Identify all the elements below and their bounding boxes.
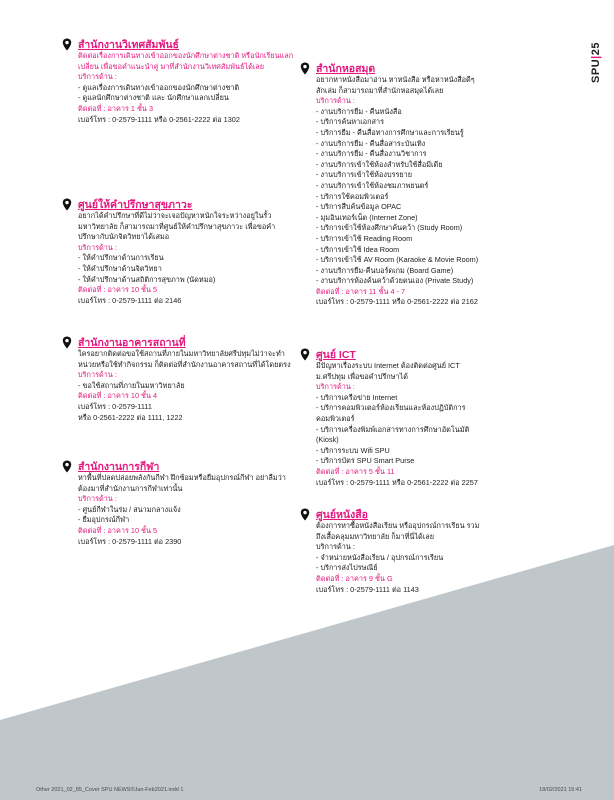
list-item: - บริการเครื่องพิมพ์เอกสารทางการศึกษาอัตโนมัติ (Kiosk) bbox=[316, 424, 470, 445]
map-pin-icon bbox=[62, 336, 72, 349]
location-text: ติดต่อที่ : อาคาร 11 ชั้น 4 - 7 bbox=[316, 286, 406, 296]
list-item: - งานบริการเข้าใช้ห้องชมภาพยนตร์ bbox=[316, 180, 429, 190]
map-pin-icon bbox=[300, 348, 310, 361]
location-text: ติดต่อที่ : อาคาร 10 ชั้น 4 bbox=[78, 391, 158, 401]
section-library bbox=[300, 62, 480, 308]
location-text: ติดต่อที่ : อาคาร 10 ชั้น 5 bbox=[78, 285, 158, 295]
list-item: - งานบริการยืม-คืนบอร์ดเกม (Board Game) bbox=[316, 265, 454, 275]
section-title: ศูนย์ ICT bbox=[316, 348, 356, 361]
phone-text: เบอร์โทร : 0-2579-1111 หรือ 0-2561-2222 ต่อ 2162 bbox=[316, 297, 478, 307]
list-item: - ดูแลนักศึกษาต่างชาติ และ นักศึกษาแลกเปลี่ยน bbox=[78, 93, 229, 103]
section-title: ศูนย์หนังสือ bbox=[316, 508, 368, 521]
services-label: บริการด้าน : bbox=[316, 382, 355, 392]
list-item: - งานบริการเข้าใช้ห้องสำหรับใช้สื่อมีเดีย bbox=[316, 159, 443, 169]
list-item: - ดูแลเรื่องการเดินทางเข้าออกของนักศึกษาต่างชาติ bbox=[78, 82, 240, 92]
list-item: - ให้คำปรึกษาด้านสถิติการสุขภาพ (นัดหมอ) bbox=[78, 274, 216, 284]
list-item: - ยืมอุปกรณ์กีฬา bbox=[78, 515, 130, 525]
list-item: - บริการเข้าใช้ห้องศึกษาค้นคว้า (Study Room) bbox=[316, 223, 463, 233]
section-description: หาพื้นที่ปลดปล่อยพลังกันกีฬา ฝึกซ้อมหรือยืมอุปกรณ์กีฬา อย่าลืมว่าต้องมาที่สำนักงานการกีฬาเท่านั้น bbox=[78, 473, 286, 493]
list-item: - บริการคอมพิวเตอร์ห้องเรียนและห้องปฏิบัติการคอมพิวเตอร์ bbox=[316, 403, 466, 423]
map-pin-icon bbox=[300, 62, 310, 75]
services-label: บริการด้าน : bbox=[78, 494, 117, 504]
section-description: ใครอยากติดต่อขอใช้สถานที่ภายในมหาวิทยาลัยศรีปทุมไม่ว่าจะทำหน่วยหรือใช้ทำกิจกรรม ก็ติดต่อที่สำนักงานอาคารสถานที่ได้โดยตรง bbox=[78, 349, 291, 369]
section-title: ศูนย์ให้คำปรึกษาสุขภาวะ bbox=[78, 198, 193, 211]
list-item: - งานบริการยืม - คืนหนังสือ bbox=[316, 106, 402, 116]
list-item: - งานบริการยืม - คืนสื่องานวิชาการ bbox=[316, 149, 427, 159]
brand-accent: | bbox=[590, 55, 602, 59]
services-list bbox=[78, 253, 294, 285]
list-item: - ศูนย์กีฬาในร่ม / สนามกลางแจ้ง bbox=[78, 504, 181, 514]
footer-timestamp: 18/02/2021 15:41 bbox=[539, 787, 582, 793]
section-facility bbox=[62, 336, 294, 423]
list-item: - บริการยืม - คืนสื่อทางการศึกษาและการเรียนรู้ bbox=[316, 127, 464, 137]
phone-text: เบอร์โทร : 0-2579-1111 ต่อ 2146 bbox=[78, 295, 182, 305]
brand-suffix: 25 bbox=[590, 42, 602, 56]
list-item: - มุมอินเทอร์เน็ต (Internet Zone) bbox=[316, 212, 418, 222]
section-description: มีปัญหาเรื่องระบบ Internet ต้องติดต่อศูนย์ ICT ม.ศรีปทุม เพื่อขอคำปรึกษาได้ bbox=[316, 361, 460, 381]
map-pin-icon bbox=[62, 38, 72, 51]
list-item: - บริการระบบ Wifi SPU bbox=[316, 445, 390, 455]
phone-text-alt: หรือ 0-2561-2222 ต่อ 1111, 1222 bbox=[78, 412, 183, 422]
section-bookstore bbox=[300, 508, 480, 595]
section-sports bbox=[62, 460, 294, 547]
phone-text: เบอร์โทร : 0-2579-1111 หรือ 0-2561-2222 ต่อ 1302 bbox=[78, 114, 240, 124]
section-title: สำนักงานการกีฬา bbox=[78, 460, 160, 473]
map-pin-icon bbox=[300, 508, 310, 521]
section-international bbox=[62, 38, 294, 125]
list-item: - จำหน่ายหนังสือเรียน / อุปกรณ์การเรียน bbox=[316, 552, 444, 562]
section-title: สำนักงานวิเทศสัมพันธ์ bbox=[78, 38, 179, 51]
list-item: - บริการเข้าใช้ Idea Room bbox=[316, 244, 400, 254]
section-description: อยากได้คำปรึกษาที่ดีไม่ว่าจะเจอปัญหาหนักใจระหว่างอยู่ในรั้วมหาวิทยาลัย ก็สามารถมาที่ศูนย์ให้คำปรึกษาสุขภาวะ เพื่อขอคำปรึกษากับนักจิตวิทยาได้เสมอ bbox=[78, 211, 276, 242]
services-label: บริการด้าน : bbox=[316, 542, 355, 552]
services-label: บริการด้าน : bbox=[78, 242, 117, 252]
section-description: ต้องการหาซื้อหนังสือเรียน หรืออุปกรณ์การเรียน รวมถึงเสื้อคลุมมหาวิทยาลัย ก็มาที่นี่ได้เลย bbox=[316, 521, 480, 541]
list-item: - บริการใช้คอมพิวเตอร์ bbox=[316, 191, 389, 201]
list-item: - บริการค้นหาเอกสาร bbox=[316, 117, 384, 127]
magazine-brand bbox=[590, 42, 602, 83]
list-item: - บริการเข้าใช้ Reading Room bbox=[316, 233, 413, 243]
services-list bbox=[78, 381, 294, 392]
services-list bbox=[316, 393, 480, 467]
location-text: ติดต่อที่ : อาคาร 5 ชั้น 11 bbox=[316, 466, 395, 476]
services-label: บริการด้าน : bbox=[78, 72, 117, 82]
list-item: - งานบริการเข้าใช้ห้องบรรยาย bbox=[316, 170, 413, 180]
map-pin-icon bbox=[62, 460, 72, 473]
list-item: - งานบริการห้องค้นคว้าด้วยตนเอง (Private Study) bbox=[316, 276, 474, 286]
list-item: - บริการเครือข่าย Internet bbox=[316, 392, 398, 402]
services-list bbox=[316, 107, 480, 287]
phone-text: เบอร์โทร : 0-2579-1111 bbox=[78, 401, 152, 411]
services-list bbox=[78, 505, 294, 526]
services-list bbox=[78, 83, 294, 104]
section-counseling bbox=[62, 198, 294, 306]
brand-prefix: SPU bbox=[590, 58, 602, 83]
list-item: - ให้คำปรึกษาด้านการเรียน bbox=[78, 253, 164, 263]
section-ict bbox=[300, 348, 480, 488]
services-list bbox=[316, 553, 480, 574]
list-item: - บริการบัตร SPU Smart Purse bbox=[316, 456, 415, 466]
footer-file-name: Other 2021_02_85_Cover SPU NEWS®Jan-Feb2021.indd 1 bbox=[36, 787, 184, 793]
list-item: - งานบริการยืม - คืนสื่อสาระบันเทิง bbox=[316, 138, 426, 148]
list-item: - บริการสืบค้นข้อมูล OPAC bbox=[316, 202, 402, 212]
print-footer bbox=[0, 784, 614, 796]
services-label: บริการด้าน : bbox=[316, 96, 355, 106]
map-pin-icon bbox=[62, 198, 72, 211]
list-item: - ขอใช้สถานที่ภายในมหาวิทยาลัย bbox=[78, 380, 185, 390]
section-title: สำนักงานอาคารสถานที่ bbox=[78, 336, 186, 349]
list-item: - บริการเข้าใช้ AV Room (Karaoke & Movie Room) bbox=[316, 255, 479, 265]
phone-text: เบอร์โทร : 0-2579-1111 ต่อ 2390 bbox=[78, 536, 182, 546]
section-description: อยากหาหนังสือมาอ่าน หาหนังสือ หรือหาหนังสือดีๆ สักเล่ม ก็สามารถมาที่สำนักหอสมุดได้เลย bbox=[316, 75, 475, 95]
section-description: ติดต่อเรื่องการเดินทางเข้าออกของนักศึกษาต่างชาติ หรือนักเรียนแลกเปลี่ยน เพื่อขอคำแนะนำคู่ มาที่สำนักงานวิเทศสัมพันธ์ได้เลย bbox=[78, 51, 294, 71]
list-item: - บริการส่งไปรษณีย์ bbox=[316, 563, 378, 573]
services-label: บริการด้าน : bbox=[78, 370, 117, 380]
phone-text: เบอร์โทร : 0-2579-1111 ต่อ 1143 bbox=[316, 584, 419, 594]
list-item: - ให้คำปรึกษาด้านจิตวิทยา bbox=[78, 263, 162, 273]
location-text: ติดต่อที่ : อาคาร 9 ชั้น G bbox=[316, 573, 393, 583]
phone-text: เบอร์โทร : 0-2579-1111 หรือ 0-2561-2222 ต่อ 2257 bbox=[316, 477, 478, 487]
location-text: ติดต่อที่ : อาคาร 10 ชั้น 5 bbox=[78, 525, 158, 535]
location-text: ติดต่อที่ : อาคาร 1 ชั้น 3 bbox=[78, 103, 154, 113]
section-title: สำนักหอสมุด bbox=[316, 62, 376, 75]
